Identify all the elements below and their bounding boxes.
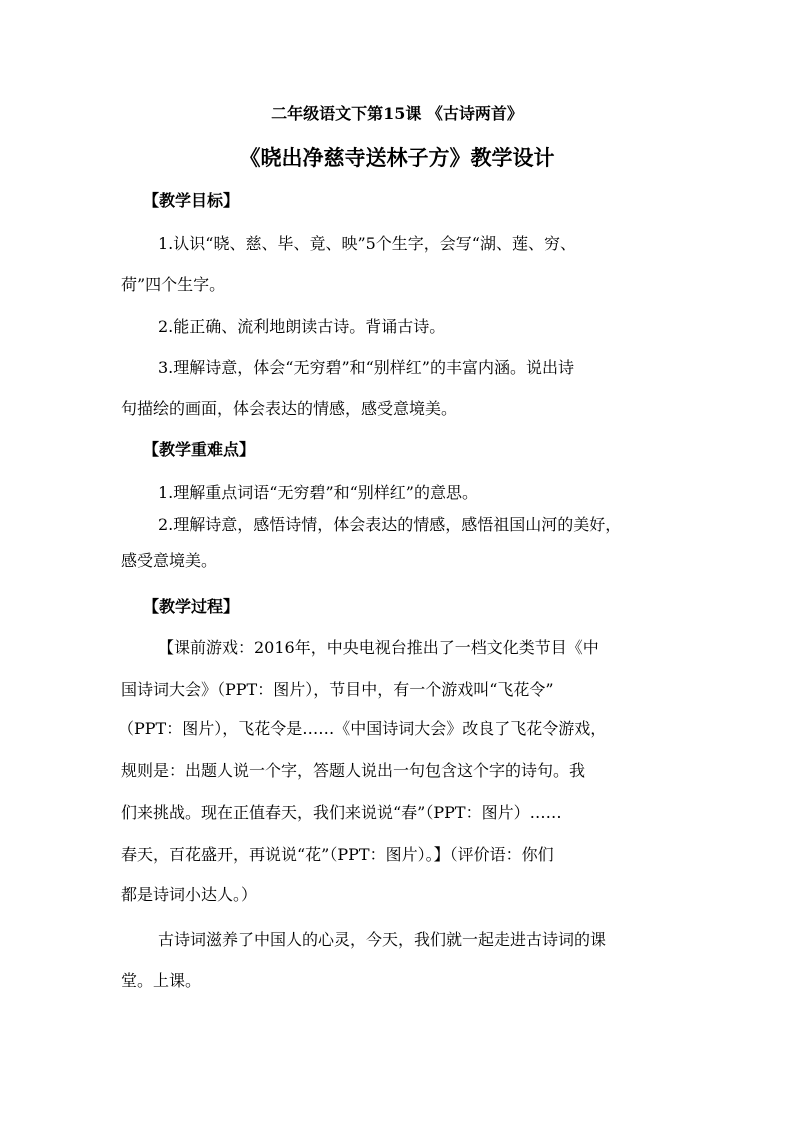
key-points-heading: 【教学重难点】 bbox=[143, 440, 256, 459]
intro-line-1: 古诗词滋养了中国人的心灵，今天，我们就一起走进古诗词的课 bbox=[158, 930, 607, 949]
game-line-6: 春天，百花盛开，再说说“花”（PPT：图片）。】（评价语：你们 bbox=[121, 845, 554, 864]
key-point-2-line-2: 感受意境美。 bbox=[121, 551, 218, 570]
goal-3-line-1: 3.理解诗意，体会“无穷碧”和“别样红”的丰富内涵。说出诗 bbox=[158, 358, 574, 377]
goal-2: 2.能正确、流利地朗读古诗。背诵古诗。 bbox=[158, 317, 446, 336]
process-heading: 【教学过程】 bbox=[143, 597, 240, 616]
goal-1-line-1: 1.认识“晓、慈、毕、竟、映”5个生字，会写“湖、莲、穷、 bbox=[158, 234, 576, 253]
lesson-title: 《晓出净慈寺送林子方》教学设计 bbox=[239, 145, 555, 170]
intro-line-2: 堂。上课。 bbox=[121, 971, 202, 990]
key-point-2-line-1: 2.理解诗意，感悟诗情，体会表达的情感，感悟祖国山河的美好， bbox=[158, 515, 622, 534]
lesson-subtitle: 二年级语文下第15课 《古诗两首》 bbox=[271, 104, 523, 123]
game-line-7: 都是诗词小达人。） bbox=[121, 885, 258, 904]
goal-1-line-2: 荷”四个生字。 bbox=[121, 275, 226, 294]
goals-heading: 【教学目标】 bbox=[143, 191, 240, 210]
game-line-4: 规则是：出题人说一个字，答题人说出一句包含这个字的诗句。我 bbox=[121, 761, 586, 780]
game-line-3: （PPT：图片），飞花令是……《中国诗词大会》改良了飞花令游戏， bbox=[118, 719, 607, 738]
game-line-1: 【课前游戏：2016年，中央电视台推出了一档文化类节目《中 bbox=[158, 638, 599, 657]
game-line-2: 国诗词大会》（PPT：图片），节目中，有一个游戏叫“飞花令” bbox=[121, 680, 554, 699]
goal-3-line-2: 句描绘的画面，体会表达的情感，感受意境美。 bbox=[121, 399, 458, 418]
key-point-1: 1.理解重点词语“无穷碧”和“别样红”的意思。 bbox=[158, 483, 478, 502]
game-line-5: 们来挑战。现在正值春天，我们来说说“春”（PPT：图片）…… bbox=[121, 803, 562, 822]
